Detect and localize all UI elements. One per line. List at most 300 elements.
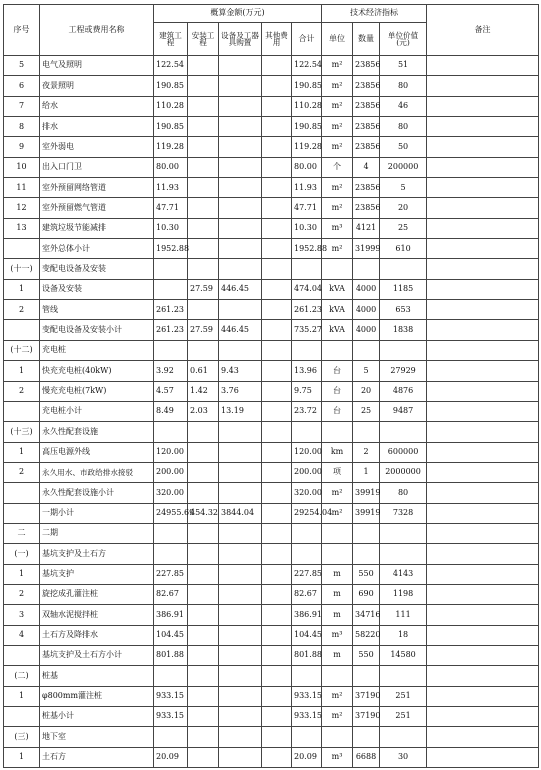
cell-unit-price: 14580 <box>380 645 427 665</box>
cell-qty: 1 <box>353 462 380 482</box>
cell-total: 13.96 <box>292 361 322 381</box>
cell-name: 室外弱电 <box>40 137 154 157</box>
cell-remark <box>427 76 539 96</box>
cell-install <box>188 707 219 727</box>
cell-name: 变配电设备及安装小计 <box>40 320 154 340</box>
cell-total: 119.28 <box>292 137 322 157</box>
cell-install: 1.42 <box>188 381 219 401</box>
cell-seq: 1 <box>4 686 40 706</box>
header-name: 工程或费用名称 <box>40 5 154 56</box>
table-row <box>4 727 539 747</box>
cell-building: 8.49 <box>154 401 188 421</box>
cell-equipment <box>219 747 262 767</box>
cell-seq: 2 <box>4 381 40 401</box>
cell-equipment <box>219 686 262 706</box>
header-building: 建筑工程 <box>154 23 188 56</box>
table-row <box>4 178 539 198</box>
cell-unit-price: 80 <box>380 483 427 503</box>
cell-install <box>188 686 219 706</box>
cell-equipment <box>219 544 262 564</box>
cell-seq <box>4 503 40 523</box>
cell-unit: 项 <box>322 462 353 482</box>
cell-equipment <box>219 300 262 320</box>
cell-unit: 台 <box>322 401 353 421</box>
cell-remark <box>427 157 539 177</box>
cell-install <box>188 584 219 604</box>
cell-other <box>262 564 292 584</box>
cell-other <box>262 666 292 686</box>
cell-total: 23.72 <box>292 401 322 421</box>
cell-install <box>188 523 219 543</box>
cell-other <box>262 320 292 340</box>
cell-total <box>292 422 322 442</box>
table-row <box>4 503 539 523</box>
cell-other <box>262 218 292 238</box>
table-row <box>4 157 539 177</box>
cell-other <box>262 625 292 645</box>
cell-install <box>188 727 219 747</box>
cell-install <box>188 218 219 238</box>
cell-building: 190.85 <box>154 76 188 96</box>
cell-unit: m² <box>322 707 353 727</box>
cell-name: 给水 <box>40 96 154 116</box>
cell-seq: 5 <box>4 56 40 76</box>
cell-building <box>154 259 188 279</box>
cell-unit-price: 653 <box>380 300 427 320</box>
cell-total: 122.54 <box>292 56 322 76</box>
cell-building: 933.15 <box>154 707 188 727</box>
cell-install <box>188 157 219 177</box>
cell-equipment <box>219 564 262 584</box>
cell-unit-price: 80 <box>380 76 427 96</box>
cell-name: 充电桩 <box>40 340 154 360</box>
cell-unit-price: 5 <box>380 178 427 198</box>
estimate-table <box>3 4 539 768</box>
cell-remark <box>427 218 539 238</box>
cell-equipment <box>219 96 262 116</box>
cell-remark <box>427 605 539 625</box>
cell-unit-price: 27929 <box>380 361 427 381</box>
cell-remark <box>427 117 539 137</box>
header-remark: 备注 <box>427 5 539 56</box>
cell-name: 土石方及降排水 <box>40 625 154 645</box>
cell-qty: 58220 <box>353 625 380 645</box>
cell-total: 9.75 <box>292 381 322 401</box>
cell-other <box>262 259 292 279</box>
cell-total: 10.30 <box>292 218 322 238</box>
cell-building: 24955.69 <box>154 503 188 523</box>
cell-other <box>262 584 292 604</box>
cell-qty: 34716 <box>353 605 380 625</box>
cell-building: 386.91 <box>154 605 188 625</box>
cell-total: 104.45 <box>292 625 322 645</box>
cell-qty: 6688 <box>353 747 380 767</box>
cell-total: 386.91 <box>292 605 322 625</box>
cell-qty <box>353 340 380 360</box>
table-row <box>4 361 539 381</box>
table-row <box>4 56 539 76</box>
cell-install <box>188 96 219 116</box>
cell-install <box>188 259 219 279</box>
cell-total: 20.09 <box>292 747 322 767</box>
cell-building <box>154 279 188 299</box>
cell-unit-price: 200000 <box>380 157 427 177</box>
cell-unit: m² <box>322 56 353 76</box>
cell-name: 基坑支护及土石方小计 <box>40 645 154 665</box>
cell-name: 室外预留燃气管道 <box>40 198 154 218</box>
cell-equipment <box>219 178 262 198</box>
cell-building: 82.67 <box>154 584 188 604</box>
cell-name: 夜景照明 <box>40 76 154 96</box>
cell-total: 29254.04 <box>292 503 322 523</box>
cell-unit-price: 111 <box>380 605 427 625</box>
cell-seq <box>4 401 40 421</box>
cell-unit-price: 80 <box>380 117 427 137</box>
cell-total: 1952.88 <box>292 239 322 259</box>
cell-total: 190.85 <box>292 117 322 137</box>
cell-install <box>188 645 219 665</box>
cell-equipment <box>219 157 262 177</box>
cell-equipment <box>219 117 262 137</box>
cell-total: 110.28 <box>292 96 322 116</box>
cell-seq: 1 <box>4 747 40 767</box>
cell-unit: m² <box>322 117 353 137</box>
table-row <box>4 666 539 686</box>
cell-remark <box>427 422 539 442</box>
cell-remark <box>427 442 539 462</box>
cell-total: 47.71 <box>292 198 322 218</box>
header-qty: 数量 <box>353 23 380 56</box>
cell-equipment <box>219 605 262 625</box>
table-row <box>4 279 539 299</box>
cell-name: 永久用水、市政给排水接驳 <box>40 462 154 482</box>
cell-seq: (十二) <box>4 340 40 360</box>
cell-building <box>154 666 188 686</box>
table-row <box>4 584 539 604</box>
cell-seq: 2 <box>4 584 40 604</box>
cell-unit: km <box>322 442 353 462</box>
cell-total <box>292 340 322 360</box>
cell-total: 801.88 <box>292 645 322 665</box>
cell-qty: 31999 <box>353 239 380 259</box>
cell-other <box>262 645 292 665</box>
cell-equipment <box>219 442 262 462</box>
cell-building: 261.23 <box>154 320 188 340</box>
cell-remark <box>427 279 539 299</box>
cell-building: 1952.88 <box>154 239 188 259</box>
cell-equipment <box>219 707 262 727</box>
cell-unit: 台 <box>322 381 353 401</box>
cell-qty: 37190 <box>353 686 380 706</box>
cell-other <box>262 503 292 523</box>
cell-equipment <box>219 666 262 686</box>
cell-unit: kVA <box>322 320 353 340</box>
cell-equipment: 3.76 <box>219 381 262 401</box>
table-row <box>4 340 539 360</box>
cell-unit: m² <box>322 178 353 198</box>
cell-unit <box>322 544 353 564</box>
cell-building: 4.57 <box>154 381 188 401</box>
cell-name: 桩基小计 <box>40 707 154 727</box>
cell-remark <box>427 56 539 76</box>
cell-seq: 2 <box>4 462 40 482</box>
header-tech-group: 技术经济指标 <box>322 5 427 23</box>
cell-seq: 4 <box>4 625 40 645</box>
cell-unit-price: 4143 <box>380 564 427 584</box>
table-row <box>4 137 539 157</box>
cell-seq: 13 <box>4 218 40 238</box>
cell-install <box>188 442 219 462</box>
cell-name: 出入口门卫 <box>40 157 154 177</box>
cell-other <box>262 727 292 747</box>
cell-unit: m² <box>322 198 353 218</box>
cell-unit: m² <box>322 239 353 259</box>
cell-other <box>262 239 292 259</box>
cell-install <box>188 666 219 686</box>
cell-seq: (十一) <box>4 259 40 279</box>
cell-equipment <box>219 727 262 747</box>
cell-install: 2.03 <box>188 401 219 421</box>
cell-install <box>188 137 219 157</box>
cell-unit-price: 25 <box>380 218 427 238</box>
cell-remark <box>427 625 539 645</box>
cell-equipment <box>219 340 262 360</box>
cell-equipment <box>219 645 262 665</box>
cell-seq: 12 <box>4 198 40 218</box>
cell-name: 一期小计 <box>40 503 154 523</box>
cell-unit: m <box>322 564 353 584</box>
table-row <box>4 198 539 218</box>
cell-unit: kVA <box>322 279 353 299</box>
cell-install: 27.59 <box>188 279 219 299</box>
cell-seq: 3 <box>4 605 40 625</box>
cell-qty: 5 <box>353 361 380 381</box>
cell-name: 基坑支护及土石方 <box>40 544 154 564</box>
cell-total: 474.04 <box>292 279 322 299</box>
cell-remark <box>427 727 539 747</box>
cell-other <box>262 279 292 299</box>
cell-remark <box>427 666 539 686</box>
cell-unit-price <box>380 544 427 564</box>
cell-unit <box>322 523 353 543</box>
cell-seq: 10 <box>4 157 40 177</box>
cell-equipment <box>219 483 262 503</box>
cell-total <box>292 544 322 564</box>
cell-unit-price: 30 <box>380 747 427 767</box>
cell-unit: m <box>322 584 353 604</box>
cell-remark <box>427 544 539 564</box>
table-row <box>4 523 539 543</box>
cell-install <box>188 340 219 360</box>
cell-qty <box>353 523 380 543</box>
cell-building <box>154 340 188 360</box>
cell-unit-price: 251 <box>380 686 427 706</box>
cell-equipment <box>219 259 262 279</box>
cell-name: φ800mm灌注桩 <box>40 686 154 706</box>
cell-unit <box>322 340 353 360</box>
cell-name: 电气及照明 <box>40 56 154 76</box>
cell-seq: (一) <box>4 544 40 564</box>
cell-qty: 550 <box>353 645 380 665</box>
cell-unit: m² <box>322 483 353 503</box>
cell-qty <box>353 544 380 564</box>
cell-building: 10.30 <box>154 218 188 238</box>
cell-equipment: 446.45 <box>219 320 262 340</box>
cell-other <box>262 442 292 462</box>
cell-other <box>262 76 292 96</box>
cell-install <box>188 117 219 137</box>
cell-equipment <box>219 462 262 482</box>
cell-name: 高压电源外线 <box>40 442 154 462</box>
cell-unit-price <box>380 422 427 442</box>
cell-name: 快充充电桩(40kW) <box>40 361 154 381</box>
cell-unit-price <box>380 259 427 279</box>
cell-building <box>154 544 188 564</box>
cell-name: 永久性配套设施 <box>40 422 154 442</box>
cell-total: 735.27 <box>292 320 322 340</box>
table-row <box>4 442 539 462</box>
cell-remark <box>427 178 539 198</box>
cell-install: 27.59 <box>188 320 219 340</box>
cell-qty: 25 <box>353 401 380 421</box>
cell-unit-price: 50 <box>380 137 427 157</box>
cell-unit-price <box>380 666 427 686</box>
cell-seq <box>4 239 40 259</box>
cell-remark <box>427 198 539 218</box>
cell-unit: 台 <box>322 361 353 381</box>
cell-equipment: 446.45 <box>219 279 262 299</box>
cell-unit: m³ <box>322 625 353 645</box>
cell-install <box>188 422 219 442</box>
cell-building: 261.23 <box>154 300 188 320</box>
table-row <box>4 747 539 767</box>
cell-building: 801.88 <box>154 645 188 665</box>
cell-total: 200.00 <box>292 462 322 482</box>
cell-remark <box>427 381 539 401</box>
cell-remark <box>427 96 539 116</box>
cell-name: 设备及安装 <box>40 279 154 299</box>
cell-install <box>188 239 219 259</box>
cell-unit-price: 1185 <box>380 279 427 299</box>
cell-equipment <box>219 239 262 259</box>
table-row <box>4 625 539 645</box>
cell-unit: m² <box>322 503 353 523</box>
cell-install <box>188 605 219 625</box>
cell-equipment: 9.43 <box>219 361 262 381</box>
cell-unit-price <box>380 340 427 360</box>
cell-seq: 1 <box>4 442 40 462</box>
cell-install <box>188 564 219 584</box>
header-unit-price: 单位价值(元) <box>380 23 427 56</box>
cell-building: 122.54 <box>154 56 188 76</box>
cell-unit: kVA <box>322 300 353 320</box>
cell-qty: 4 <box>353 157 380 177</box>
cell-unit-price: 251 <box>380 707 427 727</box>
cell-install <box>188 747 219 767</box>
table-row <box>4 401 539 421</box>
cell-total: 227.85 <box>292 564 322 584</box>
cell-unit-price: 20 <box>380 198 427 218</box>
header-estimate-group: 概算金额(万元) <box>154 5 322 23</box>
cell-other <box>262 381 292 401</box>
header-install: 安装工程 <box>188 23 219 56</box>
cell-seq <box>4 645 40 665</box>
cell-unit-price: 610 <box>380 239 427 259</box>
cell-qty: 23856 <box>353 56 380 76</box>
cell-name: 双轴水泥搅拌桩 <box>40 605 154 625</box>
cell-install: 454.32 <box>188 503 219 523</box>
cell-unit: m³ <box>322 747 353 767</box>
cell-remark <box>427 686 539 706</box>
cell-total: 190.85 <box>292 76 322 96</box>
table-row <box>4 462 539 482</box>
cell-unit <box>322 259 353 279</box>
cell-seq: (三) <box>4 727 40 747</box>
cell-install <box>188 544 219 564</box>
cell-unit: m² <box>322 686 353 706</box>
cell-unit-price <box>380 523 427 543</box>
table-row <box>4 300 539 320</box>
cell-building: 227.85 <box>154 564 188 584</box>
cell-unit: m <box>322 605 353 625</box>
cell-other <box>262 198 292 218</box>
cell-qty: 690 <box>353 584 380 604</box>
cell-building: 120.00 <box>154 442 188 462</box>
table-row <box>4 483 539 503</box>
cell-install <box>188 625 219 645</box>
header-seq: 序号 <box>4 5 40 56</box>
table-row <box>4 259 539 279</box>
cell-building: 11.93 <box>154 178 188 198</box>
header-other: 其他费用 <box>262 23 292 56</box>
cell-unit-price: 2000000 <box>380 462 427 482</box>
cell-remark <box>427 462 539 482</box>
cell-unit: m³ <box>322 218 353 238</box>
cell-other <box>262 605 292 625</box>
cell-remark <box>427 300 539 320</box>
cell-name: 慢充充电桩(7kW) <box>40 381 154 401</box>
cell-qty: 39919 <box>353 483 380 503</box>
cell-building: 320.00 <box>154 483 188 503</box>
cell-name: 变配电设备及安装 <box>40 259 154 279</box>
cell-total: 933.15 <box>292 707 322 727</box>
cell-building: 110.28 <box>154 96 188 116</box>
cell-name: 室外预留网络管道 <box>40 178 154 198</box>
cell-seq: 二 <box>4 523 40 543</box>
cell-total: 320.00 <box>292 483 322 503</box>
cell-qty: 39919 <box>353 503 380 523</box>
cell-install <box>188 178 219 198</box>
table-row <box>4 320 539 340</box>
cell-other <box>262 56 292 76</box>
table-body <box>4 56 539 768</box>
cell-name: 地下室 <box>40 727 154 747</box>
cell-equipment <box>219 584 262 604</box>
cell-qty <box>353 422 380 442</box>
cell-remark <box>427 503 539 523</box>
cell-qty: 4121 <box>353 218 380 238</box>
cell-unit-price: 51 <box>380 56 427 76</box>
cell-name: 排水 <box>40 117 154 137</box>
cell-remark <box>427 564 539 584</box>
cell-other <box>262 747 292 767</box>
cell-building <box>154 727 188 747</box>
cell-qty: 23856 <box>353 198 380 218</box>
cell-other <box>262 523 292 543</box>
cell-install: 0.61 <box>188 361 219 381</box>
cell-building: 119.28 <box>154 137 188 157</box>
cell-equipment <box>219 56 262 76</box>
